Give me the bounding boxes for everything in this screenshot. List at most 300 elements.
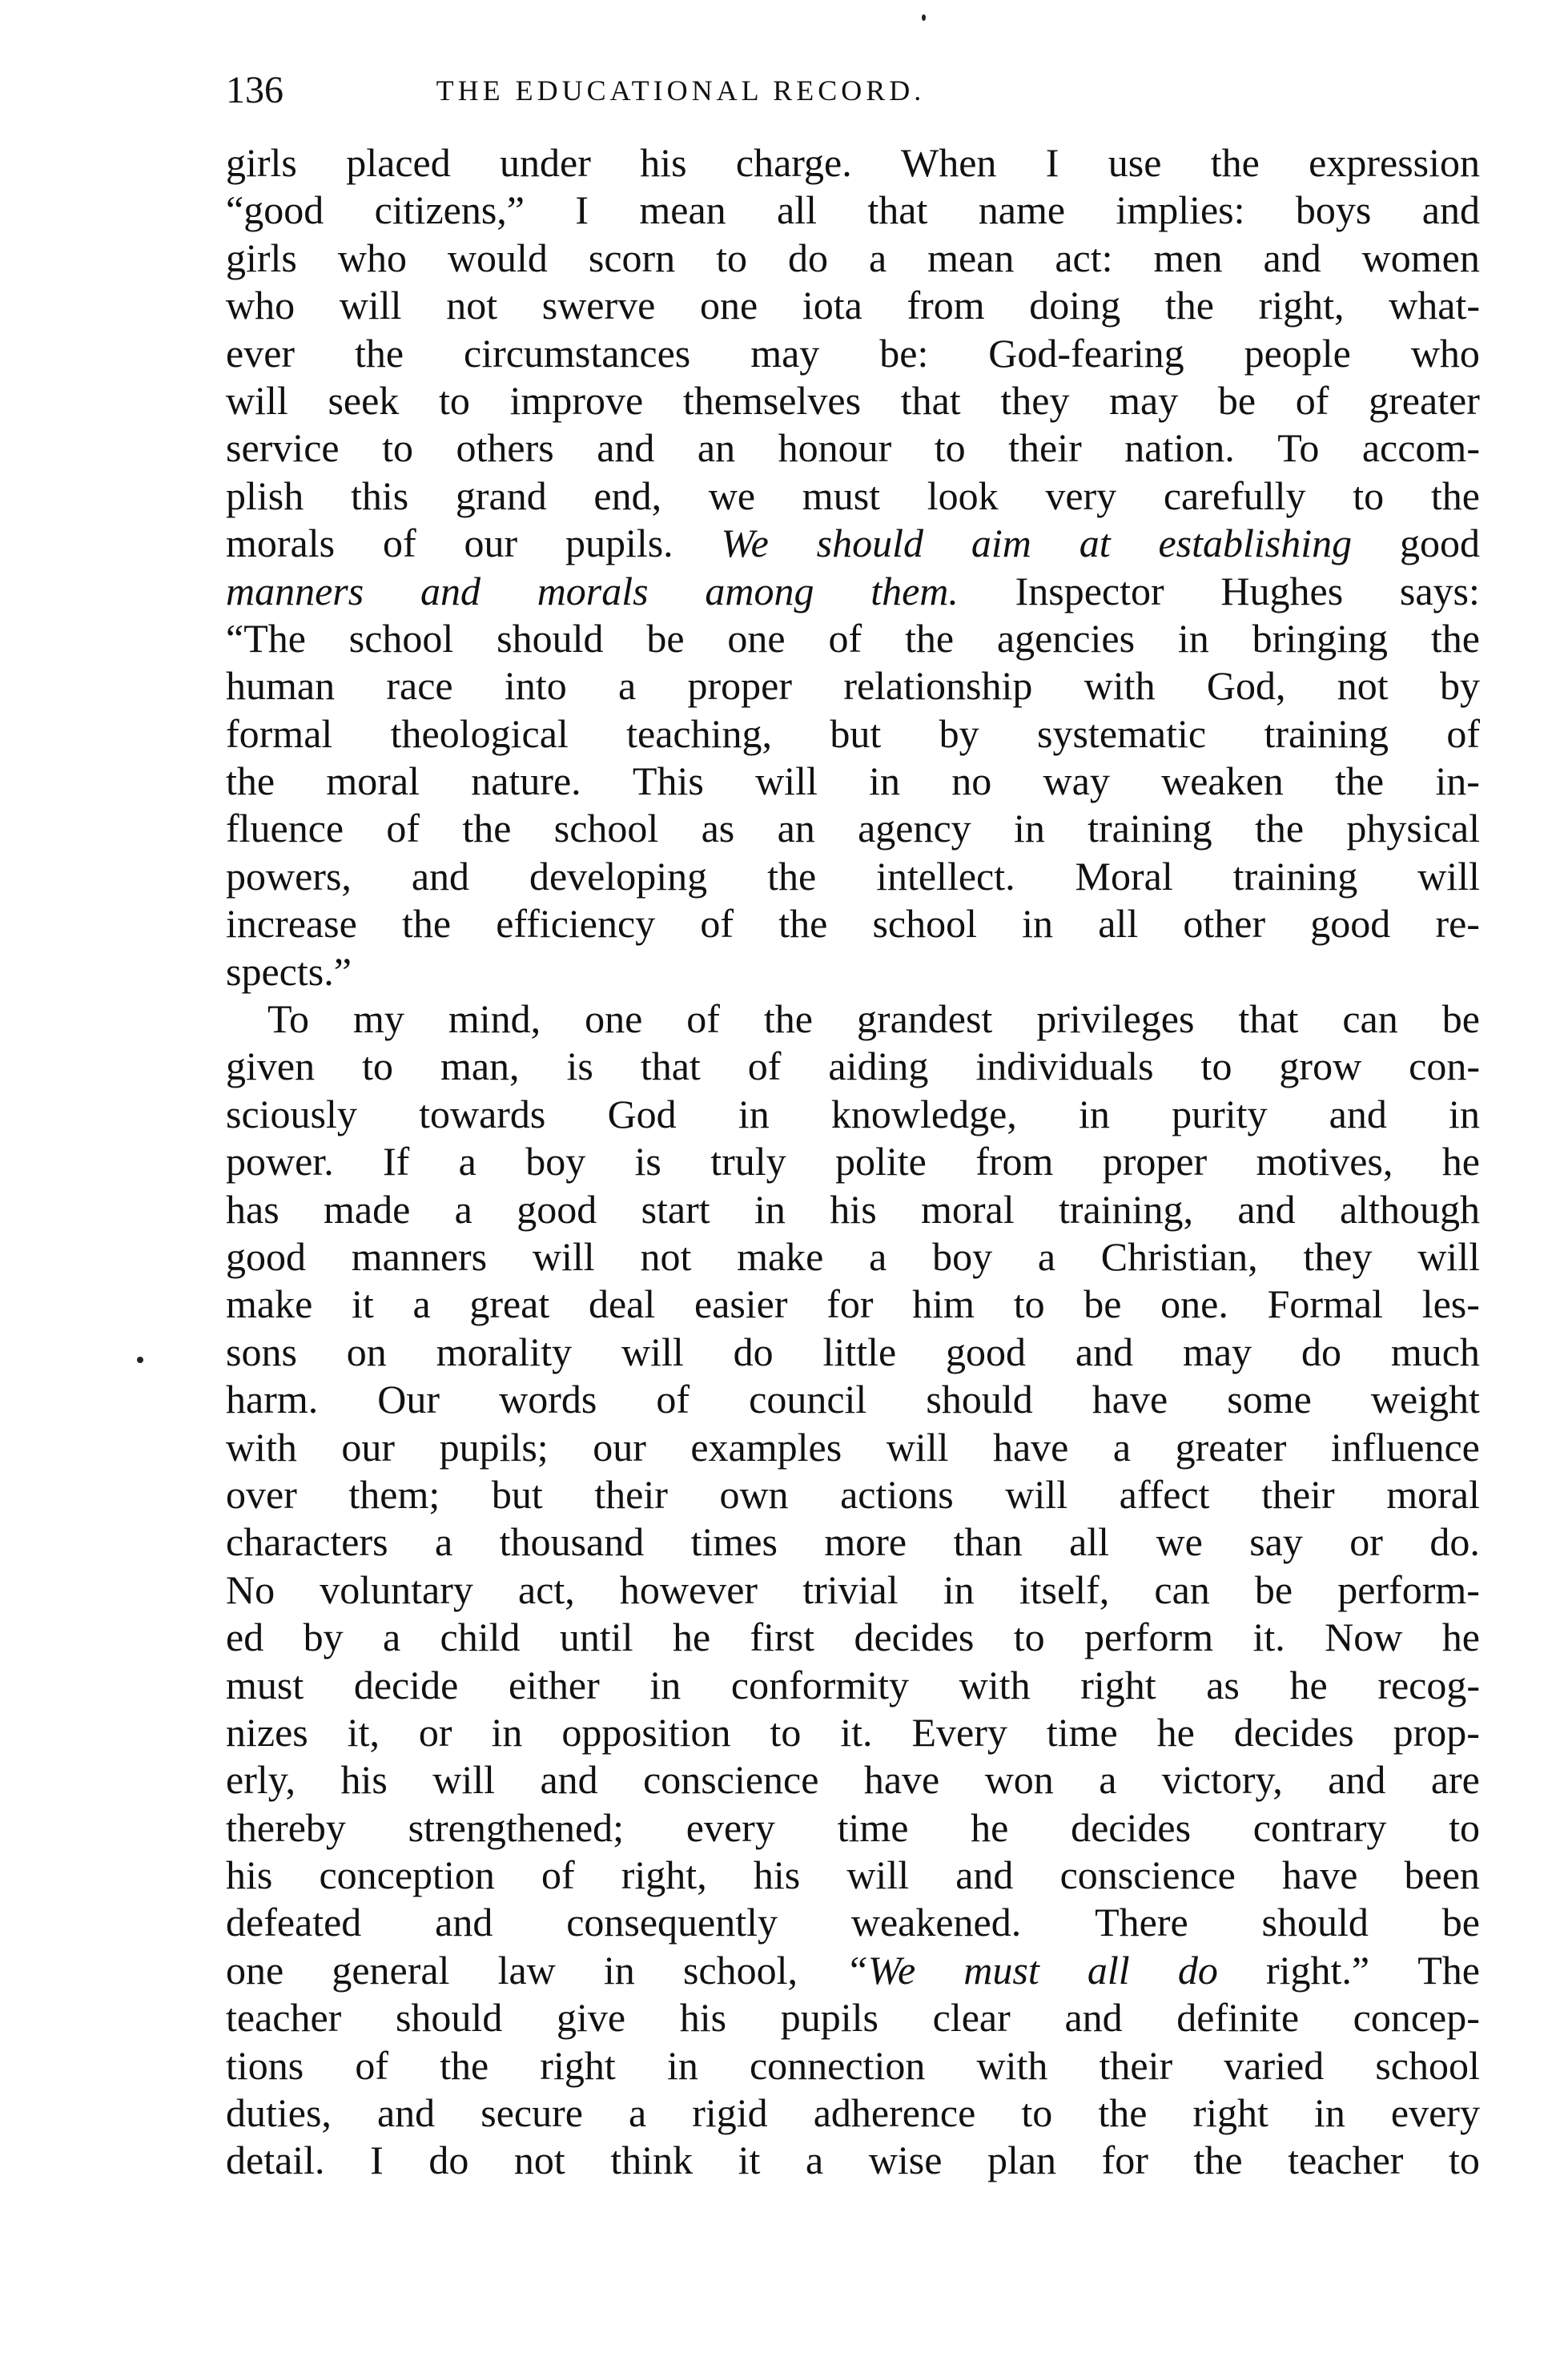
word: his — [830, 1186, 877, 1232]
word: weight — [1370, 1377, 1480, 1422]
word: bringing — [1252, 615, 1389, 661]
word: very — [1045, 473, 1117, 518]
word: should — [926, 1377, 1033, 1422]
italic-word: and — [420, 568, 480, 613]
word: privileges — [1036, 996, 1195, 1042]
word: a — [382, 1615, 401, 1660]
word: good — [517, 1186, 597, 1232]
word: To — [1277, 425, 1320, 471]
text-line — [226, 1947, 1480, 1994]
word: will — [1417, 853, 1480, 899]
word: tions — [226, 2042, 304, 2088]
word: name — [978, 187, 1066, 233]
word: by — [1439, 663, 1480, 709]
word: spects.” — [226, 948, 352, 994]
word: give — [556, 1995, 626, 2041]
word: circumstances — [464, 330, 691, 376]
word: in — [1313, 2090, 1345, 2136]
word: act, — [518, 1567, 575, 1612]
word: Formal — [1267, 1281, 1383, 1327]
word: but — [830, 710, 882, 756]
italic-word: manners — [226, 568, 364, 613]
word: to — [1448, 2138, 1480, 2183]
word: their — [1261, 1471, 1335, 1517]
word: pupils — [780, 1995, 878, 2041]
word: who — [1410, 330, 1480, 376]
text-line — [226, 1899, 1480, 1946]
word: mean — [639, 187, 726, 233]
word: with — [959, 1662, 1031, 1707]
word: from — [907, 283, 985, 328]
word: be — [1441, 996, 1480, 1042]
text-line — [226, 1804, 1480, 1852]
word: doing — [1029, 283, 1121, 328]
word: Moral — [1075, 853, 1173, 899]
word: and — [955, 1852, 1014, 1898]
word: to — [1449, 1804, 1480, 1850]
word: systematic — [1037, 710, 1207, 756]
word: individuals — [975, 1044, 1154, 1089]
word: of — [382, 521, 416, 566]
text-line — [226, 377, 1480, 424]
word: either — [508, 1662, 600, 1707]
word: will — [339, 283, 402, 328]
word: law — [497, 1947, 556, 1993]
word: in — [943, 1567, 975, 1612]
text-line — [226, 1662, 1480, 1709]
word: can — [1154, 1567, 1210, 1612]
text-line — [226, 282, 1480, 329]
word: that — [1238, 996, 1299, 1042]
word: first — [750, 1615, 815, 1660]
word: increase — [226, 901, 357, 947]
word: good — [1310, 901, 1391, 947]
word: clear — [932, 1995, 1011, 2041]
text-line — [226, 615, 1480, 662]
italic-word: We — [721, 521, 769, 566]
text-line — [226, 1852, 1480, 1899]
word: motives, — [1256, 1139, 1393, 1184]
word: of — [541, 1852, 575, 1898]
word: actions — [840, 1471, 954, 1517]
word: the — [778, 901, 828, 947]
word: to — [1353, 473, 1385, 518]
word: a — [618, 663, 637, 709]
word: teacher — [1288, 2138, 1404, 2183]
word: the — [1254, 806, 1305, 851]
word: he — [672, 1615, 711, 1660]
word: school — [553, 806, 659, 851]
word: victory, — [1161, 1757, 1283, 1803]
word: school, — [682, 1947, 798, 1993]
word: that — [640, 1044, 701, 1089]
word: manners — [351, 1233, 488, 1279]
word: not — [640, 1233, 692, 1279]
text-line — [226, 2089, 1480, 2137]
word: will — [755, 758, 818, 804]
word: nizes — [226, 1709, 308, 1755]
word: plish — [226, 473, 304, 518]
word: and — [1075, 1329, 1134, 1374]
word: aiding — [828, 1044, 929, 1089]
word: No — [226, 1567, 275, 1612]
word: for — [1101, 2138, 1148, 2183]
word: training, — [1059, 1186, 1194, 1232]
word: “The — [226, 615, 306, 661]
word: thereby — [226, 1804, 346, 1850]
word: To — [267, 996, 310, 1042]
word: it — [738, 2138, 761, 2183]
word: others — [456, 425, 554, 471]
word: carefully — [1163, 473, 1306, 518]
word: not — [513, 2138, 565, 2183]
word: to — [362, 1044, 393, 1089]
word: an — [697, 425, 736, 471]
word: our — [593, 1424, 646, 1470]
italic-word: all — [1087, 1947, 1130, 1993]
word: the — [763, 996, 813, 1042]
text-line — [226, 662, 1480, 710]
word: to — [770, 1709, 802, 1755]
word: the — [1098, 2090, 1148, 2136]
word: to — [1013, 1615, 1045, 1660]
word: the — [1193, 2138, 1243, 2183]
text-line — [226, 330, 1480, 377]
word: may — [1109, 377, 1179, 423]
word: themselves — [682, 377, 862, 423]
word: an — [777, 806, 815, 851]
word: a — [458, 1139, 476, 1184]
word: school — [348, 615, 454, 661]
word: should — [395, 1995, 503, 2041]
word: he — [1441, 1139, 1480, 1184]
word: God — [607, 1091, 677, 1136]
italic-word: establishing — [1158, 521, 1353, 566]
word: it. — [840, 1709, 873, 1755]
word: do — [788, 235, 828, 280]
word: are — [1430, 1757, 1480, 1803]
word: won — [984, 1757, 1054, 1803]
word: connection — [749, 2042, 926, 2088]
word: a — [1037, 1233, 1056, 1279]
text-line — [226, 1994, 1480, 2041]
word: on — [346, 1329, 387, 1374]
word: a — [868, 235, 887, 280]
word: service — [226, 425, 340, 471]
word: in — [1013, 806, 1045, 851]
word: decide — [353, 1662, 459, 1707]
text-line — [226, 235, 1480, 282]
word: decides — [1233, 1709, 1354, 1755]
word: nature. — [471, 758, 581, 804]
word: varied — [1224, 2042, 1325, 2088]
word: conscience — [643, 1757, 819, 1803]
word: developing — [529, 853, 708, 899]
word: they — [1000, 377, 1070, 423]
word: of — [686, 996, 720, 1042]
word: with — [976, 2042, 1048, 2088]
word: affect — [1119, 1471, 1210, 1517]
word: If — [383, 1139, 410, 1184]
word: relationship — [843, 663, 1033, 709]
word: time — [1046, 1709, 1118, 1755]
italic-word: morals — [537, 568, 649, 613]
word: moral — [1386, 1471, 1480, 1517]
word: this — [350, 473, 409, 518]
word: God, — [1206, 663, 1286, 709]
word: a — [1099, 1757, 1117, 1803]
ink-speck-top — [922, 14, 926, 21]
word: the — [904, 615, 955, 661]
word: he — [1441, 1615, 1480, 1660]
word: the — [226, 758, 275, 804]
word: should — [497, 615, 604, 661]
word: right.” — [1265, 1947, 1370, 1993]
word: much — [1390, 1329, 1480, 1374]
word: no — [951, 758, 992, 804]
word: and — [1329, 1091, 1387, 1136]
word: have — [1092, 1377, 1168, 1422]
word: opposition — [561, 1709, 731, 1755]
word: Inspector — [1015, 568, 1164, 613]
word: prop- — [1393, 1709, 1480, 1755]
word: I — [370, 2138, 384, 2183]
word: made — [324, 1186, 411, 1232]
word: it. — [1252, 1615, 1285, 1660]
word: times — [690, 1519, 778, 1565]
word: I — [575, 187, 589, 233]
word: and — [1421, 187, 1480, 233]
word: defeated — [226, 1900, 362, 1945]
italic-word: “We — [846, 1947, 916, 1993]
word: agency — [858, 806, 971, 851]
word: right, — [1258, 283, 1345, 328]
word: adherence — [813, 2090, 976, 2136]
word: to — [1021, 2090, 1053, 2136]
word: for — [826, 1281, 874, 1327]
word: he — [1156, 1709, 1195, 1755]
word: in — [491, 1709, 523, 1755]
word: Every — [911, 1709, 1007, 1755]
word: influence — [1330, 1424, 1480, 1470]
text-line — [226, 1518, 1480, 1566]
word: training — [1232, 853, 1358, 899]
word: and — [376, 2090, 436, 2136]
word: ed — [226, 1615, 264, 1660]
word: girls — [226, 140, 297, 185]
word: but — [491, 1471, 543, 1517]
word: given — [226, 1044, 316, 1089]
word: fluence — [226, 806, 344, 851]
word: boys — [1295, 187, 1372, 233]
word: efficiency — [496, 901, 656, 947]
text-line — [226, 948, 1480, 995]
word: say — [1249, 1519, 1303, 1565]
text-line — [226, 473, 1480, 520]
word: one — [585, 996, 643, 1042]
word: of — [386, 806, 420, 851]
word: intellect. — [876, 853, 1015, 899]
word: of — [1446, 710, 1480, 756]
word: theological — [390, 710, 569, 756]
word: not — [1337, 663, 1389, 709]
word: in — [1177, 615, 1209, 661]
word: and — [1328, 1757, 1386, 1803]
word: “good — [226, 187, 324, 233]
word: seek — [328, 377, 400, 423]
word: grandest — [856, 996, 993, 1042]
word: proper — [687, 663, 793, 709]
word: of — [700, 901, 734, 947]
word: moral — [326, 758, 420, 804]
word: act: — [1055, 235, 1113, 280]
word: his — [640, 140, 687, 185]
word: and — [435, 1900, 493, 1945]
word: some — [1227, 1377, 1312, 1422]
text-line — [226, 187, 1480, 234]
word: of — [656, 1377, 690, 1422]
word: The — [1417, 1947, 1480, 1993]
word: every — [1390, 2090, 1480, 2136]
word: their — [594, 1471, 668, 1517]
word: not — [446, 283, 498, 328]
word: we — [1156, 1519, 1203, 1565]
word: I — [1045, 140, 1059, 185]
word: it, — [347, 1709, 380, 1755]
body-text — [226, 139, 1480, 2185]
word: improve — [509, 377, 644, 423]
word: knowledge, — [830, 1091, 1017, 1136]
word: that — [900, 377, 961, 423]
word: conformity — [730, 1662, 910, 1707]
word: would — [447, 235, 548, 280]
word: people — [1244, 330, 1351, 376]
word: of — [828, 615, 862, 661]
text-line — [226, 139, 1480, 187]
word: formal — [226, 710, 333, 756]
page-header — [226, 62, 1491, 119]
word: can — [1342, 996, 1398, 1042]
text-line — [226, 853, 1480, 900]
word: great — [469, 1281, 550, 1327]
word: grand — [455, 473, 547, 518]
word: until — [559, 1615, 633, 1660]
text-line — [226, 1709, 1480, 1756]
word: the — [355, 330, 404, 376]
word: right — [540, 2042, 616, 2088]
word: school — [872, 901, 977, 947]
word: man, — [440, 1044, 520, 1089]
italic-word: aim — [971, 521, 1031, 566]
text-line — [226, 1043, 1480, 1090]
word: be — [646, 615, 685, 661]
word: Hughes — [1220, 568, 1344, 613]
word: of — [1295, 377, 1329, 423]
word: in — [666, 2042, 698, 2088]
text-line — [226, 1614, 1480, 1661]
word: in — [1078, 1091, 1110, 1136]
word: by — [303, 1615, 344, 1660]
text-line — [226, 805, 1480, 852]
word: or — [418, 1709, 452, 1755]
word: with — [1084, 663, 1156, 709]
word: it — [351, 1281, 374, 1327]
text-line — [226, 710, 1480, 758]
word: will — [532, 1233, 595, 1279]
word: ever — [226, 330, 296, 376]
word: and — [1064, 1995, 1123, 2041]
word: training — [1088, 806, 1212, 851]
text-line — [226, 1567, 1480, 1614]
word: proper — [1102, 1139, 1208, 1184]
word: may — [750, 330, 820, 376]
word: the — [767, 853, 817, 899]
word: make — [737, 1233, 824, 1279]
word: more — [824, 1519, 907, 1565]
word: his — [226, 1852, 273, 1898]
word: placed — [346, 140, 451, 185]
word: race — [386, 663, 453, 709]
word: may — [1183, 1329, 1252, 1374]
text-line — [226, 1471, 1480, 1518]
word: power. — [226, 1139, 334, 1184]
word: start — [641, 1186, 710, 1232]
word: examples — [690, 1424, 842, 1470]
text-line — [226, 2137, 1480, 2184]
word: characters — [226, 1519, 388, 1565]
word: than — [953, 1519, 1023, 1565]
word: to — [438, 377, 470, 423]
word: les- — [1421, 1281, 1480, 1327]
word: that — [867, 187, 928, 233]
word: will — [886, 1424, 949, 1470]
word: a — [435, 1519, 453, 1565]
word: rigid — [692, 2090, 768, 2136]
word: by — [939, 710, 979, 756]
word: When — [901, 140, 997, 185]
word: right, — [621, 1852, 707, 1898]
word: who — [337, 235, 407, 280]
word: will — [1417, 1233, 1480, 1279]
word: been — [1404, 1852, 1480, 1898]
word: a — [628, 2090, 647, 2136]
word: implies: — [1116, 187, 1245, 233]
word: pupils; — [439, 1424, 549, 1470]
word: time — [837, 1804, 909, 1850]
word: do — [1301, 1329, 1341, 1374]
word: of — [355, 2042, 389, 2088]
word: accom- — [1361, 425, 1480, 471]
word: he — [971, 1804, 1009, 1850]
text-line — [226, 520, 1480, 567]
word: he — [1289, 1662, 1328, 1707]
word: the — [1210, 140, 1260, 185]
text-line — [226, 995, 1480, 1043]
word: from — [975, 1139, 1054, 1184]
text-line — [226, 1376, 1480, 1423]
word: agencies — [996, 615, 1136, 661]
word: to — [716, 235, 748, 280]
word: think — [610, 2138, 694, 2183]
word: have — [1282, 1852, 1358, 1898]
word: says: — [1399, 568, 1480, 613]
word: conscience — [1059, 1852, 1236, 1898]
word: is — [566, 1044, 593, 1089]
word: with — [226, 1424, 297, 1470]
word: to — [1200, 1044, 1232, 1089]
word: contrary — [1252, 1804, 1387, 1850]
page-number: 136 — [226, 69, 283, 111]
